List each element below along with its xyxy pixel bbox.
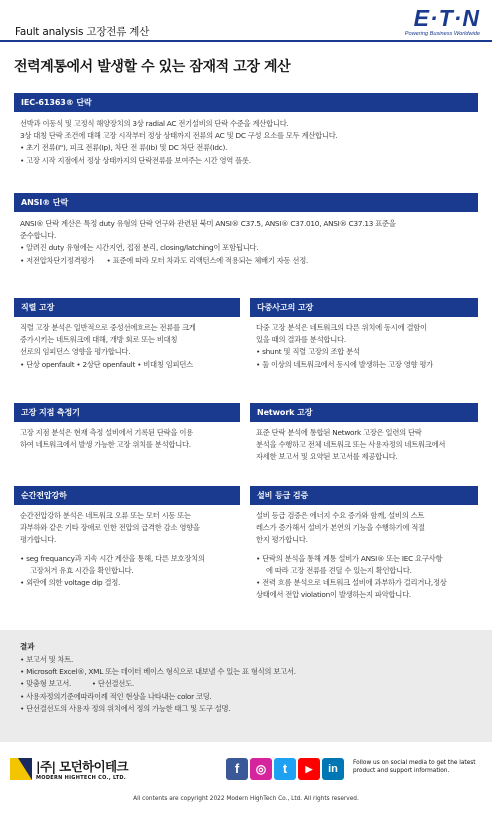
header-rule [0, 40, 492, 42]
body-line: 과부하와 같은 기타 장애로 인한 전압의 급격한 감소 영향을 [20, 523, 200, 533]
section-heading-shunt: 직렬 고장 [14, 298, 240, 317]
bullet-item: • 보고서 및 차트. [20, 654, 480, 666]
bullet-item: • Microsoft Excel®, XML 또는 데이터 베이스 형식으로 내보낼 수 있는 표 형식의 보고서. [20, 666, 480, 678]
section-heading-network: Network 고장 [250, 403, 478, 422]
section-body-ansi [20, 218, 480, 267]
youtube-icon[interactable]: ▶ [298, 758, 320, 780]
bullet-item: • seg frequancy과 지속 시간 계산을 통해, 다른 보호장치의 [20, 553, 240, 565]
bullet-continuation: 고장처거 유효 시간을 확인합니다. [30, 565, 134, 575]
company-logo [10, 756, 160, 786]
section-body-sag [20, 510, 240, 589]
top-bar [0, 0, 492, 42]
section-heading-rating: 설비 등급 검증 [250, 486, 478, 505]
bullet-continuation: 상태에서 전압 violation이 발생하는지 파악합니다. [256, 590, 411, 600]
bullet-item: • 외란에 의한 voltage dip 결정. [20, 577, 240, 589]
section-body-iec [20, 118, 480, 167]
section-body-location [20, 427, 240, 451]
body-line: 3상 대칭 단락 조건에 대해 고장 시작부터 정상 상태까지 전류의 AC 및 DC 구성 요소를 모두 계산합니다. [20, 131, 338, 141]
section-body-rating [256, 510, 480, 601]
bullet-item: • 단선결선도의 사용자 정의 위치에서 정의 가능한 태그 및 도구 설명. [20, 703, 480, 715]
bullet-item: • 전력 흐름 분석으로 네트워크 설비에 과부하가 걸리거나,정상 [256, 577, 480, 589]
company-logo-mark [10, 758, 32, 780]
eaton-logo-mark: E·T·N [413, 5, 480, 31]
section-body-multi [256, 322, 480, 371]
section-heading-ansi: ANSI® 단락 [14, 193, 478, 212]
bullet-item: • 둘 이상의 네트워크에서 동시에 발생하는 고장 영향 평가 [256, 359, 480, 371]
bullet-item: • 고장 시작 지점에서 정상 상태까지의 단락전류를 보여주는 시간 영역 플롯. [20, 155, 480, 167]
body-line: 순간전압강하 분석은 네트워크 오류 또는 모터 시동 또는 [20, 511, 191, 520]
bullet-row [20, 255, 480, 267]
bullet-item: • 단선결선도. [91, 679, 134, 689]
bullet-item: • 사용자정의기준에따라이례 적인 현상을 나타내는 color 코딩. [20, 691, 480, 703]
bullet-item: • 알려진 duty 유형에는 시간지연, 접점 분리, closing/latching이 포함됩니다. [20, 242, 480, 254]
section-heading-iec: IEC-61363® 단락 [14, 93, 478, 112]
eaton-logo [396, 6, 480, 38]
results-heading: 결과 [20, 642, 35, 651]
results-list [20, 654, 480, 715]
bullet-item: • shunt 및 직렬 고장의 조합 분석 [256, 346, 480, 358]
body-line: 하여 네트워크에서 발생 가능한 고장 위치를 분석합니다. [20, 440, 191, 450]
linkedin-icon[interactable]: in [322, 758, 344, 780]
section-heading-location: 고장 지점 측정기 [14, 403, 240, 422]
section-heading-sag: 순간전압강하 [14, 486, 240, 505]
follow-text: Follow us on social media to get the latest product and support information. [353, 760, 476, 774]
body-line: 레스가 증가해서 설비가 본연의 기능을 수행하기에 적절 [256, 523, 425, 533]
body-line: 증가시키는 네트워크에 대해, 개방 회로 또는 비대칭 [20, 335, 178, 345]
copyright: All contents are copyright 2022 Modern HighTech Co., Ltd. All rights reserved. [133, 796, 359, 802]
body-line: 한지 평가합니다. [256, 535, 308, 545]
body-line: 평가합니다. [20, 535, 57, 545]
body-line: 선로의 임피던스 영향을 평가합니다. [20, 347, 131, 357]
body-line: 자세한 보고서 및 요약된 보고서를 제공합니다. [256, 452, 398, 462]
bullet-item: • 표준에 따라 모터 차과도 리액턴스에 적용되는 체배기 자동 선정. [106, 255, 309, 265]
body-line: 선박과 이동식 및 고정식 해양장치의 3상 radial AC 전기설비의 단락 수준을 계산합니다. [20, 119, 289, 128]
body-line: 설비 등급 검증은 에너지 수요 증가와 함께, 설비의 스트 [256, 511, 425, 520]
body-line: 분석을 수행하고 전체 네트워크 또는 사용자정의 네트워크에서 [256, 440, 446, 450]
facebook-icon[interactable]: f [226, 758, 248, 780]
instagram-icon[interactable]: ◎ [250, 758, 272, 780]
bullet-item: • 초기 전류(I"), 피크 전류(Ip), 차단 전 류(Ib) 및 DC 차단 전류(Idc). [20, 142, 480, 154]
bullet-row [20, 678, 480, 690]
section-body-shunt [20, 322, 240, 371]
twitter-icon[interactable]: t [274, 758, 296, 780]
eaton-tagline: Powering Business Worldwide [404, 31, 480, 37]
bullet-item: • 저전압차단기정격평가 [20, 256, 94, 265]
body-line: 다중 고장 분석은 네트워크의 다른 위치에 동시에 결함이 [256, 323, 427, 332]
body-line: 표준 단락 분석에 통합된 Network 고장은 일련의 단락 [256, 428, 422, 437]
body-line: 고장 지점 분석은 현재 측정 설비에서 기록된 단락을 이용 [20, 428, 193, 437]
bullet-item: • 맞춤형 보고서. [20, 679, 71, 688]
company-name-kr: |주| 모던하이테크 [36, 759, 129, 774]
section-body-network [256, 427, 480, 464]
bullet-item: • 단상 openfault • 2상단 openfault • 비대칭 임피던스 [20, 359, 193, 369]
header-label: Fault analysis 고장전류 계산 [15, 26, 150, 38]
body-line: 준수합니다. [20, 231, 57, 241]
bullet-item: • 단락의 분석을 통해 계통 설비가 ANSI® 또는 IEC 요구사항 [256, 553, 480, 565]
bullet-continuation: 에 따라 고장 전류를 견딜 수 있는지 확인합니다. [266, 565, 412, 575]
page-title: 전력계통에서 발생할 수 있는 잠재적 고장 계산 [14, 59, 291, 75]
body-line: 직렬 고장 분석은 일반적으로 중성선에흐르는 전류를 크게 [20, 323, 196, 332]
company-name-en: MODERN HIGHTECH CO., LTD. [36, 775, 126, 781]
body-line: 있을 때의 결과를 분석합니다. [256, 335, 346, 345]
body-line: ANSI® 단락 계산은 특정 duty 유형의 단락 연구와 관련된 북미 ANSI® C37.5, ANSI® C37.010, ANSI® C37.13 표준을 [20, 219, 396, 228]
section-heading-multi: 다중사고의 고장 [250, 298, 478, 317]
